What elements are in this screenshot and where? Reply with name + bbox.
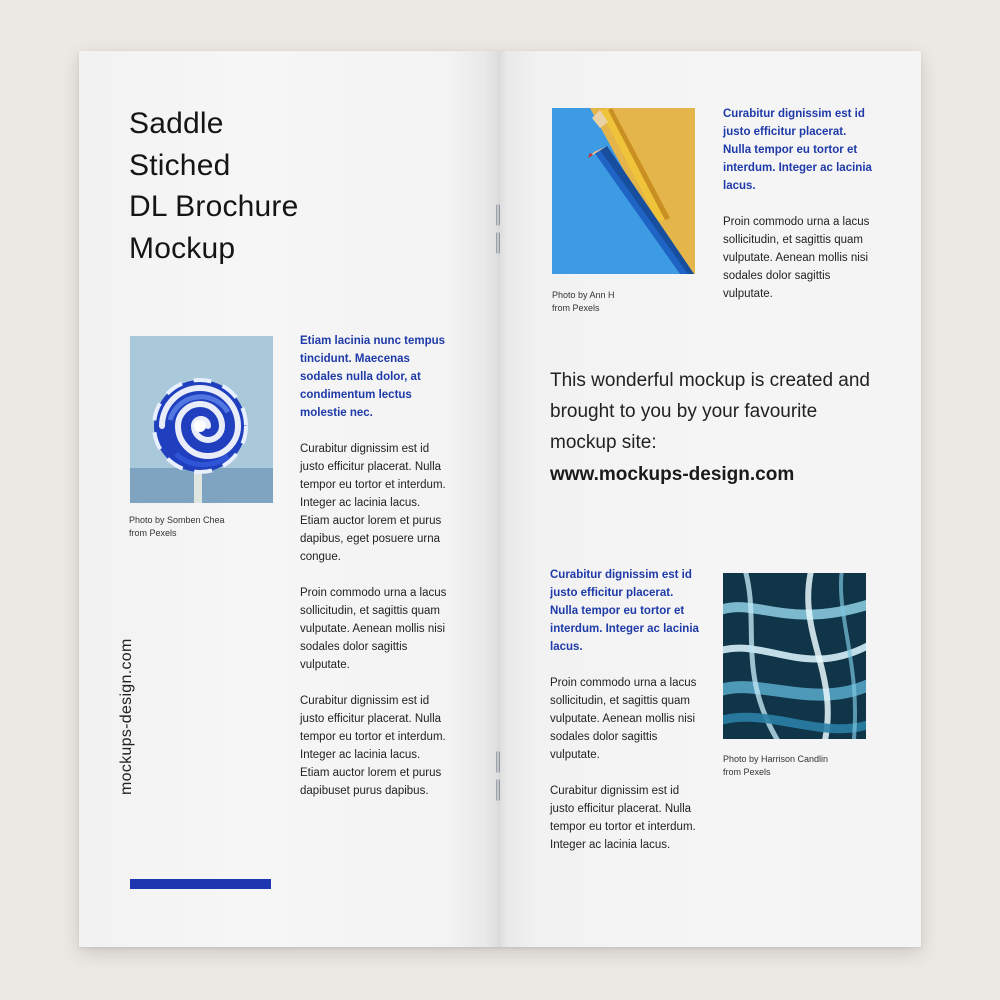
abstract-illustration [723, 573, 866, 739]
right-bottom-text-column [550, 566, 700, 854]
staple-bottom-1 [496, 751, 500, 773]
right-bottom-body-paragraph-1: Proin commodo urna a lacus sollicitudin, et sagittis quam vulputate. Aenean mollis nisi sodales dolor sagittis vulputate. [550, 677, 697, 761]
abstract-photo-caption: Photo by Harrison Candlin from Pexels [723, 754, 829, 777]
staple-top-1 [496, 204, 500, 226]
staple-bottom-2 [496, 779, 500, 801]
pencils-photo [552, 108, 695, 274]
lollipop-photo [130, 336, 273, 503]
left-page [79, 51, 498, 947]
lollipop-illustration [130, 336, 273, 503]
left-body-paragraph-1: Curabitur dignissim est id justo efficitur placerat. Nulla tempor eu tortor et interdum. Integer ac lacinia lacus. Etiam auctor lorem et purus dapibus, eget posuere urna congue. [300, 443, 446, 563]
right-bottom-body-paragraph-2: Curabitur dignissim est id justo efficitur placerat. Nulla tempor eu tortor et interdum. Integer ac lacinia lacus. [550, 785, 696, 851]
lollipop-photo-caption: Photo by Somben Chea from Pexels [129, 515, 225, 538]
vertical-website-label: mockups-design.com [118, 638, 135, 795]
left-text-column [300, 332, 450, 800]
staple-top-2 [496, 232, 500, 254]
left-lead-paragraph: Etiam lacinia nunc tempus tincidunt. Maecenas sodales nulla dolor, at condimentum lectus molestie nec. [300, 335, 446, 419]
brochure-title: Saddle Stiched DL Brochure Mockup [129, 107, 299, 265]
pencils-illustration [552, 108, 695, 274]
abstract-photo [723, 573, 866, 739]
promo-url[interactable]: www.mockups-design.com [550, 464, 795, 485]
right-top-text-column [723, 105, 873, 303]
left-body-paragraph-3: Curabitur dignissim est id justo efficitur placerat. Nulla tempor eu tortor et interdum. Integer ac lacinia lacus. Etiam auctor lorem et purus dapibuset purus dapibus. [300, 695, 446, 797]
right-page [498, 51, 921, 947]
accent-bar [130, 879, 271, 889]
pencils-photo-caption: Photo by Ann H from Pexels [552, 290, 615, 313]
right-top-lead-paragraph: Curabitur dignissim est id justo efficitur placerat. Nulla tempor eu tortor et interdum. Integer ac lacinia lacus. [723, 108, 872, 192]
right-bottom-lead-paragraph: Curabitur dignissim est id justo efficitur placerat. Nulla tempor eu tortor et interdum. Integer ac lacinia lacus. [550, 569, 699, 653]
brochure-spread [79, 51, 921, 947]
promo-text: This wonderful mockup is created and brought to you by your favourite mockup site: [550, 370, 870, 453]
promo-block [550, 365, 870, 490]
right-top-body-paragraph: Proin commodo urna a lacus sollicitudin, et sagittis quam vulputate. Aenean mollis nisi sodales dolor sagittis vulputate. [723, 216, 870, 300]
left-body-paragraph-2: Proin commodo urna a lacus sollicitudin, et sagittis quam vulputate. Aenean mollis nisi sodales dolor sagittis vulputate. [300, 587, 447, 671]
